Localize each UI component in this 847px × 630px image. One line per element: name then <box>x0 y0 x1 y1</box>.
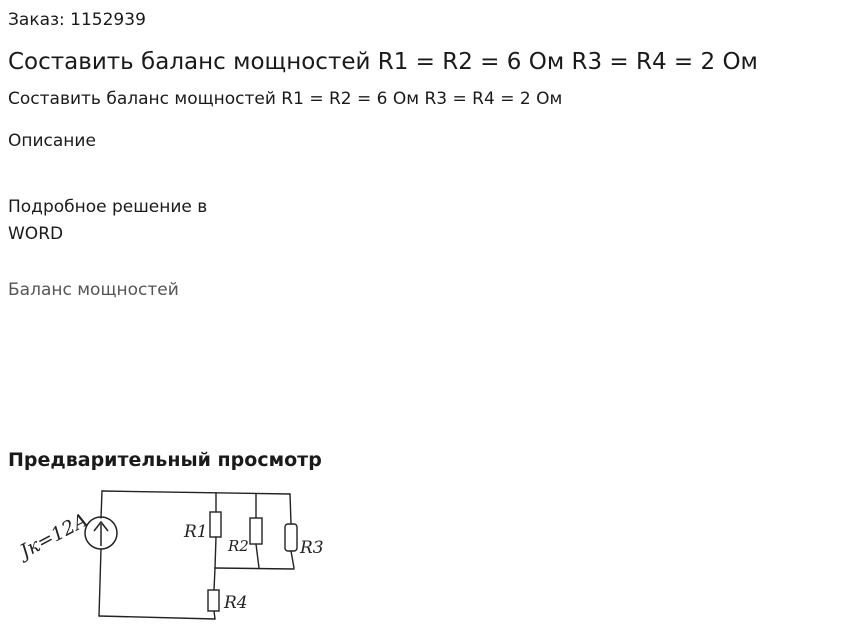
preview-heading: Предварительный просмотр <box>8 449 322 471</box>
description-heading: Описание <box>8 131 96 151</box>
circuit-diagram <box>8 480 348 628</box>
r1-label: R1 <box>184 522 208 542</box>
description-text: Подробное решение в WORD <box>8 197 208 244</box>
page-subtitle: Составить баланс мощностей R1 = R2 = 6 Ом R3 = R4 = 2 Ом <box>8 89 563 109</box>
resistor-r2-icon <box>250 518 262 544</box>
resistor-r3-icon <box>285 524 297 551</box>
source-label: Jк=12А <box>16 508 92 563</box>
resistor-r4-icon <box>208 590 219 611</box>
r2-label: R2 <box>228 537 249 555</box>
tag-link-power-balance[interactable]: Баланс мощностей <box>8 280 179 300</box>
resistor-r1-icon <box>210 512 221 537</box>
current-source-icon <box>85 517 117 549</box>
order-number: Заказ: 1152939 <box>8 10 146 30</box>
page-title: Составить баланс мощностей R1 = R2 = 6 Ом R3 = R4 = 2 Ом <box>8 49 758 75</box>
preview-image <box>8 480 348 628</box>
r4-label: R4 <box>224 593 248 613</box>
r3-label: R3 <box>300 538 324 558</box>
